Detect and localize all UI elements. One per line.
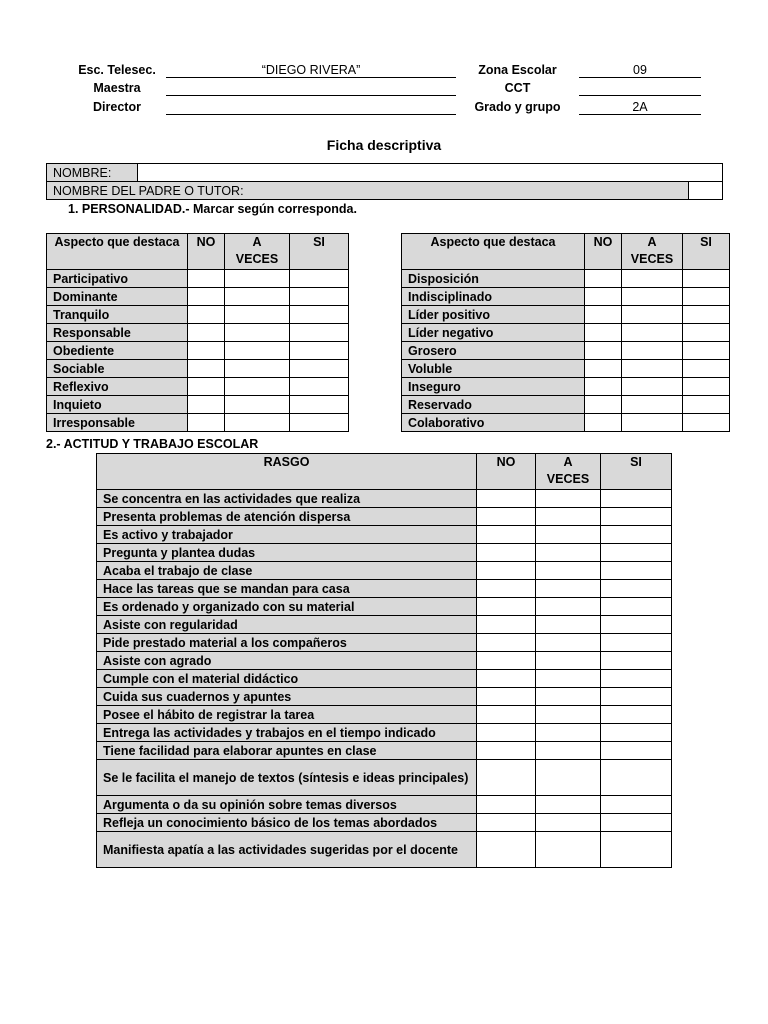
table-row: [402, 378, 730, 396]
row-label: Inseguro: [402, 378, 585, 396]
col-no-header: NO: [188, 234, 225, 270]
checkbox-cell-si[interactable]: [683, 324, 730, 342]
table-row: [402, 360, 730, 378]
row-label: Líder negativo: [402, 324, 585, 342]
checkbox-cell-si[interactable]: [601, 706, 672, 724]
checkbox-cell-no[interactable]: [477, 490, 536, 508]
col-aspect-header: Aspecto que destaca: [402, 234, 585, 270]
table-row: [97, 706, 672, 724]
checkbox-cell-no[interactable]: [477, 814, 536, 832]
checkbox-cell-si[interactable]: [683, 288, 730, 306]
student-info-table: [46, 163, 723, 200]
row-label: Cumple con el material didáctico: [97, 670, 477, 688]
row-label: Irresponsable: [47, 414, 188, 432]
checkbox-cell-aveces[interactable]: [536, 526, 601, 544]
col-si-header: SI: [601, 454, 672, 490]
checkbox-cell-no[interactable]: [188, 270, 225, 288]
checkbox-cell-aveces[interactable]: [536, 634, 601, 652]
table-row: [47, 414, 349, 432]
table-row: [97, 490, 672, 508]
checkbox-cell-si[interactable]: [290, 342, 349, 360]
row-label: Tranquilo: [47, 306, 188, 324]
row-label: Inquieto: [47, 396, 188, 414]
checkbox-cell-no[interactable]: [188, 378, 225, 396]
checkbox-cell-no[interactable]: [188, 306, 225, 324]
checkbox-cell-no[interactable]: [188, 414, 225, 432]
checkbox-cell-aveces[interactable]: [622, 360, 683, 378]
row-label: Acaba el trabajo de clase: [97, 562, 477, 580]
checkbox-cell-aveces[interactable]: [622, 270, 683, 288]
personality-table-left: [46, 233, 349, 432]
row-label: Refleja un conocimiento básico de los temas abordados: [97, 814, 477, 832]
col-rasgo-header: RASGO: [97, 454, 477, 490]
row-label: Responsable: [47, 324, 188, 342]
table-row: [402, 270, 730, 288]
checkbox-cell-si[interactable]: [601, 634, 672, 652]
row-label: Pregunta y plantea dudas: [97, 544, 477, 562]
checkbox-cell-no[interactable]: [585, 342, 622, 360]
row-label: Entrega las actividades y trabajos en el tiempo indicado: [97, 724, 477, 742]
checkbox-cell-aveces[interactable]: [536, 580, 601, 598]
checkbox-cell-aveces[interactable]: [536, 724, 601, 742]
checkbox-cell-aveces[interactable]: [622, 324, 683, 342]
checkbox-cell-aveces[interactable]: [225, 288, 290, 306]
checkbox-cell-si[interactable]: [683, 414, 730, 432]
table-row: [97, 814, 672, 832]
row-label: Posee el hábito de registrar la tarea: [97, 706, 477, 724]
checkbox-cell-aveces[interactable]: [536, 562, 601, 580]
checkbox-cell-aveces[interactable]: [536, 508, 601, 526]
checkbox-cell-si[interactable]: [290, 378, 349, 396]
checkbox-cell-no[interactable]: [585, 360, 622, 378]
checkbox-cell-si[interactable]: [290, 324, 349, 342]
table-row: [97, 580, 672, 598]
checkbox-cell-aveces[interactable]: [225, 378, 290, 396]
table-row: [97, 724, 672, 742]
teacher-field[interactable]: [166, 81, 456, 96]
row-label: Líder positivo: [402, 306, 585, 324]
checkbox-cell-aveces[interactable]: [225, 270, 290, 288]
school-field[interactable]: “DIEGO RIVERA”: [166, 63, 456, 78]
col-aveces-header: A VECES: [536, 454, 601, 490]
checkbox-cell-aveces[interactable]: [622, 288, 683, 306]
page-title: Ficha descriptiva: [326, 137, 442, 153]
checkbox-cell-no[interactable]: [585, 306, 622, 324]
row-label: Argumenta o da su opinión sobre temas diversos: [97, 796, 477, 814]
checkbox-cell-aveces[interactable]: [225, 360, 290, 378]
table-row: [402, 306, 730, 324]
table-row: [47, 270, 349, 288]
checkbox-cell-no[interactable]: [188, 396, 225, 414]
row-label: Se concentra en las actividades que realiza: [97, 490, 477, 508]
checkbox-cell-no[interactable]: [477, 616, 536, 634]
name-label: NOMBRE:: [47, 164, 138, 182]
row-label: Grosero: [402, 342, 585, 360]
checkbox-cell-no[interactable]: [585, 378, 622, 396]
col-aveces-header: A VECES: [622, 234, 683, 270]
checkbox-cell-si[interactable]: [290, 414, 349, 432]
checkbox-cell-no[interactable]: [477, 580, 536, 598]
table-row: [402, 396, 730, 414]
checkbox-cell-si[interactable]: [601, 490, 672, 508]
checkbox-cell-aveces[interactable]: [536, 544, 601, 562]
checkbox-cell-si[interactable]: [683, 360, 730, 378]
checkbox-cell-si[interactable]: [601, 616, 672, 634]
checkbox-cell-no[interactable]: [477, 562, 536, 580]
cct-field[interactable]: [579, 81, 701, 96]
checkbox-cell-aveces[interactable]: [622, 378, 683, 396]
row-label: Manifiesta apatía a las actividades sugeridas por el docente: [97, 832, 477, 868]
col-aspect-header: Aspecto que destaca: [47, 234, 188, 270]
checkbox-cell-aveces[interactable]: [536, 706, 601, 724]
row-label: Dominante: [47, 288, 188, 306]
checkbox-cell-aveces[interactable]: [536, 688, 601, 706]
checkbox-cell-aveces[interactable]: [536, 742, 601, 760]
checkbox-cell-no[interactable]: [477, 634, 536, 652]
parent-label: NOMBRE DEL PADRE O TUTOR:: [47, 182, 689, 200]
table-row: [402, 342, 730, 360]
checkbox-cell-si[interactable]: [683, 306, 730, 324]
row-label: Reservado: [402, 396, 585, 414]
checkbox-cell-no[interactable]: [188, 288, 225, 306]
checkbox-cell-si[interactable]: [290, 288, 349, 306]
checkbox-cell-no[interactable]: [477, 688, 536, 706]
table-row: [47, 306, 349, 324]
checkbox-cell-aveces[interactable]: [622, 306, 683, 324]
checkbox-cell-si[interactable]: [601, 562, 672, 580]
checkbox-cell-si[interactable]: [601, 670, 672, 688]
table-row: [97, 598, 672, 616]
checkbox-cell-si[interactable]: [601, 742, 672, 760]
col-no-header: NO: [585, 234, 622, 270]
checkbox-cell-aveces[interactable]: [536, 490, 601, 508]
zone-label: Zona Escolar: [478, 63, 557, 77]
table-row: [97, 670, 672, 688]
director-label: Director: [93, 100, 141, 114]
section2-title: 2.- ACTITUD Y TRABAJO ESCOLAR: [46, 437, 259, 451]
checkbox-cell-aveces[interactable]: [536, 670, 601, 688]
table-row: [402, 288, 730, 306]
row-label: Es activo y trabajador: [97, 526, 477, 544]
checkbox-cell-aveces[interactable]: [225, 306, 290, 324]
table-row: [97, 760, 672, 796]
checkbox-cell-si[interactable]: [601, 580, 672, 598]
row-label: Obediente: [47, 342, 188, 360]
director-field[interactable]: [166, 100, 456, 115]
checkbox-cell-aveces[interactable]: [536, 616, 601, 634]
row-label: Es ordenado y organizado con su material: [97, 598, 477, 616]
checkbox-cell-aveces[interactable]: [536, 652, 601, 670]
checkbox-cell-si[interactable]: [601, 814, 672, 832]
checkbox-cell-si[interactable]: [601, 652, 672, 670]
grade-label: Grado y grupo: [474, 100, 561, 114]
table-row: [97, 562, 672, 580]
checkbox-cell-no[interactable]: [188, 324, 225, 342]
col-aveces-header: A VECES: [225, 234, 290, 270]
checkbox-cell-no[interactable]: [477, 652, 536, 670]
table-row: [97, 526, 672, 544]
table-row: [97, 652, 672, 670]
checkbox-cell-si[interactable]: [683, 396, 730, 414]
checkbox-cell-si[interactable]: [601, 688, 672, 706]
row-label: Indisciplinado: [402, 288, 585, 306]
checkbox-cell-no[interactable]: [477, 508, 536, 526]
checkbox-cell-si[interactable]: [683, 270, 730, 288]
checkbox-cell-aveces[interactable]: [622, 342, 683, 360]
table-row: [97, 742, 672, 760]
row-label: Hace las tareas que se mandan para casa: [97, 580, 477, 598]
checkbox-cell-aveces[interactable]: [225, 342, 290, 360]
checkbox-cell-si[interactable]: [601, 526, 672, 544]
checkbox-cell-si[interactable]: [601, 760, 672, 796]
checkbox-cell-aveces[interactable]: [622, 414, 683, 432]
checkbox-cell-no[interactable]: [477, 670, 536, 688]
checkbox-cell-aveces[interactable]: [536, 796, 601, 814]
row-label: Colaborativo: [402, 414, 585, 432]
col-si-header: SI: [683, 234, 730, 270]
checkbox-cell-aveces[interactable]: [225, 324, 290, 342]
checkbox-cell-aveces[interactable]: [536, 832, 601, 868]
table-row: [47, 288, 349, 306]
table-row: [97, 616, 672, 634]
table-row: [97, 544, 672, 562]
checkbox-cell-si[interactable]: [290, 396, 349, 414]
checkbox-cell-no[interactable]: [477, 526, 536, 544]
zone-field[interactable]: 09: [579, 63, 701, 78]
col-no-header: NO: [477, 454, 536, 490]
checkbox-cell-no[interactable]: [585, 288, 622, 306]
grade-field[interactable]: 2A: [579, 100, 701, 115]
row-label: Cuida sus cuadernos y apuntes: [97, 688, 477, 706]
teacher-label: Maestra: [93, 81, 141, 95]
cct-label: CCT: [504, 81, 531, 95]
section1-title: 1. PERSONALIDAD.- Marcar según corresponda.: [68, 202, 357, 216]
checkbox-cell-no[interactable]: [585, 324, 622, 342]
attitude-table: [96, 453, 672, 868]
checkbox-cell-no[interactable]: [585, 414, 622, 432]
row-label: Reflexivo: [47, 378, 188, 396]
checkbox-cell-no[interactable]: [477, 544, 536, 562]
checkbox-cell-no[interactable]: [477, 724, 536, 742]
checkbox-cell-aveces[interactable]: [536, 814, 601, 832]
row-label: Tiene facilidad para elaborar apuntes en clase: [97, 742, 477, 760]
table-row: [47, 360, 349, 378]
row-label: Pide prestado material a los compañeros: [97, 634, 477, 652]
table-row: [97, 796, 672, 814]
table-row: [47, 342, 349, 360]
school-label: Esc. Telesec.: [78, 63, 156, 77]
checkbox-cell-no[interactable]: [188, 342, 225, 360]
checkbox-cell-no[interactable]: [477, 742, 536, 760]
checkbox-cell-si[interactable]: [601, 544, 672, 562]
table-row: [97, 634, 672, 652]
checkbox-cell-aveces[interactable]: [622, 396, 683, 414]
parent-field[interactable]: [689, 182, 723, 200]
checkbox-cell-no[interactable]: [477, 706, 536, 724]
checkbox-cell-no[interactable]: [585, 396, 622, 414]
row-label: Participativo: [47, 270, 188, 288]
name-field[interactable]: [138, 164, 723, 182]
row-label: Disposición: [402, 270, 585, 288]
checkbox-cell-si[interactable]: [683, 342, 730, 360]
checkbox-cell-si[interactable]: [290, 270, 349, 288]
row-label: Asiste con agrado: [97, 652, 477, 670]
col-si-header: SI: [290, 234, 349, 270]
checkbox-cell-aveces[interactable]: [225, 414, 290, 432]
table-row: [402, 414, 730, 432]
table-row: [97, 508, 672, 526]
table-row: [97, 832, 672, 868]
row-label: Asiste con regularidad: [97, 616, 477, 634]
checkbox-cell-si[interactable]: [601, 832, 672, 868]
row-label: Se le facilita el manejo de textos (síntesis e ideas principales): [97, 760, 477, 796]
checkbox-cell-no[interactable]: [477, 832, 536, 868]
checkbox-cell-si[interactable]: [290, 306, 349, 324]
checkbox-cell-no[interactable]: [477, 796, 536, 814]
checkbox-cell-no[interactable]: [585, 270, 622, 288]
checkbox-cell-si[interactable]: [601, 724, 672, 742]
row-label: Presenta problemas de atención dispersa: [97, 508, 477, 526]
checkbox-cell-no[interactable]: [477, 760, 536, 796]
table-row: [47, 378, 349, 396]
checkbox-cell-si[interactable]: [601, 508, 672, 526]
checkbox-cell-aveces[interactable]: [536, 598, 601, 616]
table-row: [47, 396, 349, 414]
checkbox-cell-si[interactable]: [683, 378, 730, 396]
row-label: Voluble: [402, 360, 585, 378]
checkbox-cell-si[interactable]: [601, 598, 672, 616]
table-row: [97, 688, 672, 706]
checkbox-cell-aveces[interactable]: [225, 396, 290, 414]
checkbox-cell-no[interactable]: [188, 360, 225, 378]
checkbox-cell-si[interactable]: [601, 796, 672, 814]
row-label: Sociable: [47, 360, 188, 378]
checkbox-cell-si[interactable]: [290, 360, 349, 378]
checkbox-cell-no[interactable]: [477, 598, 536, 616]
table-row: [47, 324, 349, 342]
personality-table-right: [401, 233, 730, 432]
checkbox-cell-aveces[interactable]: [536, 760, 601, 796]
table-row: [402, 324, 730, 342]
